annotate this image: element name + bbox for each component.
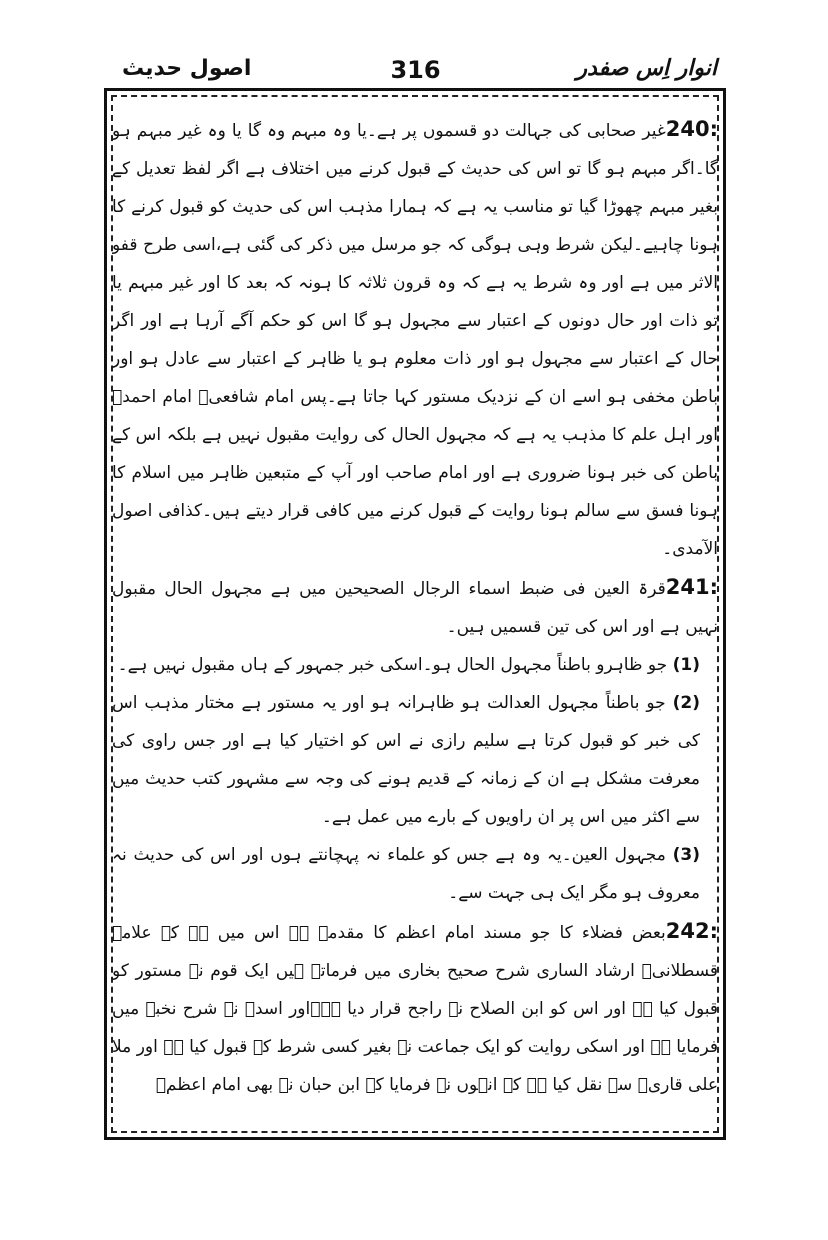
paragraph-242 (112, 912, 718, 1104)
section-title: اصول حدیث (122, 56, 252, 81)
paragraph-text: غیر صحابی کی جہالت دو قسموں پر ہے۔یا وہ مبہم وہ گا یا وہ غیر مبہم ہو گا۔اگر مبہم ہو گا تو اس کی حدیث کے قبول کرنے میں اختلاف ہے اگر لفظ تعدیل کے بغیر مبہم چھوڑا گیا تو مناسب یہ ہے کہ ہمارا مذہب اس کی حدیث کو قبول کرنے کا ہونا چاہیے۔لیکن شرط وہی ہوگی کہ جو مرسل میں ذکر کی گئی ہے،اسی طرح قفو الاثر میں ہے اور وہ شرط یہ ہے کہ وہ قرون ثلاثہ کا ہونہ کہ بعد کا اور غیر مبہم یا تو ذات اور حال دونوں کے اعتبار سے مجہول ہو گا اس کو حکم آگے آرہا ہے اور اگر حال کے اعتبار سے مجہول ہو اور ذات معلوم ہو یا ظاہر کے اعتبار سے عادل ہو اور باطن مخفی ہو اسے ان کے نزدیک مستور کہا جاتا ہے۔پس امام شافعیؒ امام احمدؒ اور اہل علم کا مذہب یہ ہے کہ مجہول الحال کی روایت مقبول نہیں ہے بلکہ اس کے باطن کی خبر ہونا ضروری ہے اور امام صاحب اور آپ کے متبعین ظاہر میں اسلام کا ہونا فسق سے سالم ہونا روایت کے قبول کرنے میں کافی قرار دیتے ہیں۔کذافی اصول الآمدی۔ (112, 121, 718, 559)
list-item-text: جو ظاہرو باطناً مجہول الحال ہو۔اسکی خبر جمہور کے ہاں مقبول نہیں ہے۔ (117, 655, 668, 675)
book-title: انوار اِس صفدر (576, 56, 717, 81)
list-item-text: جو باطناً مجہول العدالت ہو ظاہرانہ ہو اور یہ مستور ہے مختار مذہب اس کی خبر کو قبول کرتا ہے سلیم رازی نے اس کو اختیار کیا ہے اور جس راوی کی معرفت مشکل ہے ان کے زمانہ کے قدیم ہونے کی وجہ سے مشہور کتب حدیث میں سے اکثر میں اس پر ان راویوں کے بارے میں عمل ہے۔ (112, 693, 700, 827)
paragraph-text: بعض فضلاء کا جو مسند امام اعظم کا مقدمہ ہے اس میں ہے کہ علامہ قسطلانیؒ ارشاد الساری شرح صحیح بخاری میں فرماتے ہیں ایک قوم نے مستور کو قبول کیا ہے اور اس کو ابن الصلاح نے راجح قرار دیا ہے۔اور اسدؒ نے شرح نخبۃ میں فرمایا ہے اور اسکی روایت کو ایک جماعت نے بغیر کسی شرط کے قبول کیا ہے اور ملا علی قاریؒ سے نقل کیا ہے کہ انہوں نے فرمایا کہ ابن حبان نے بھی امام اعظمؒ (112, 923, 718, 1095)
list-marker: (3) (672, 845, 700, 865)
paragraph-241 (112, 568, 718, 646)
page-header (108, 52, 723, 92)
list-item-text: مجہول العین۔یہ وہ ہے جس کو علماء نہ پہچانتے ہوں اور اس کی حدیث نہ معروف ہو مگر ایک ہی جہت سے۔ (112, 845, 700, 903)
list-item (112, 836, 718, 912)
list-marker: (2) (672, 693, 700, 713)
paragraph-number: 241: (665, 575, 718, 599)
page-number: 316 (390, 56, 441, 84)
list-item (112, 646, 718, 684)
paragraph-number: 242: (665, 919, 718, 943)
list-marker: (1) (672, 655, 700, 675)
paragraph-240 (112, 110, 718, 568)
page-body (112, 110, 718, 1130)
paragraph-text: قرۃ العین فی ضبط اسماء الرجال الصحیحین میں ہے مجہول الحال مقبول نہیں ہے اور اس کی تین قسمیں ہیں۔ (112, 579, 718, 637)
list-item (112, 684, 718, 836)
paragraph-number: 240: (665, 117, 718, 141)
